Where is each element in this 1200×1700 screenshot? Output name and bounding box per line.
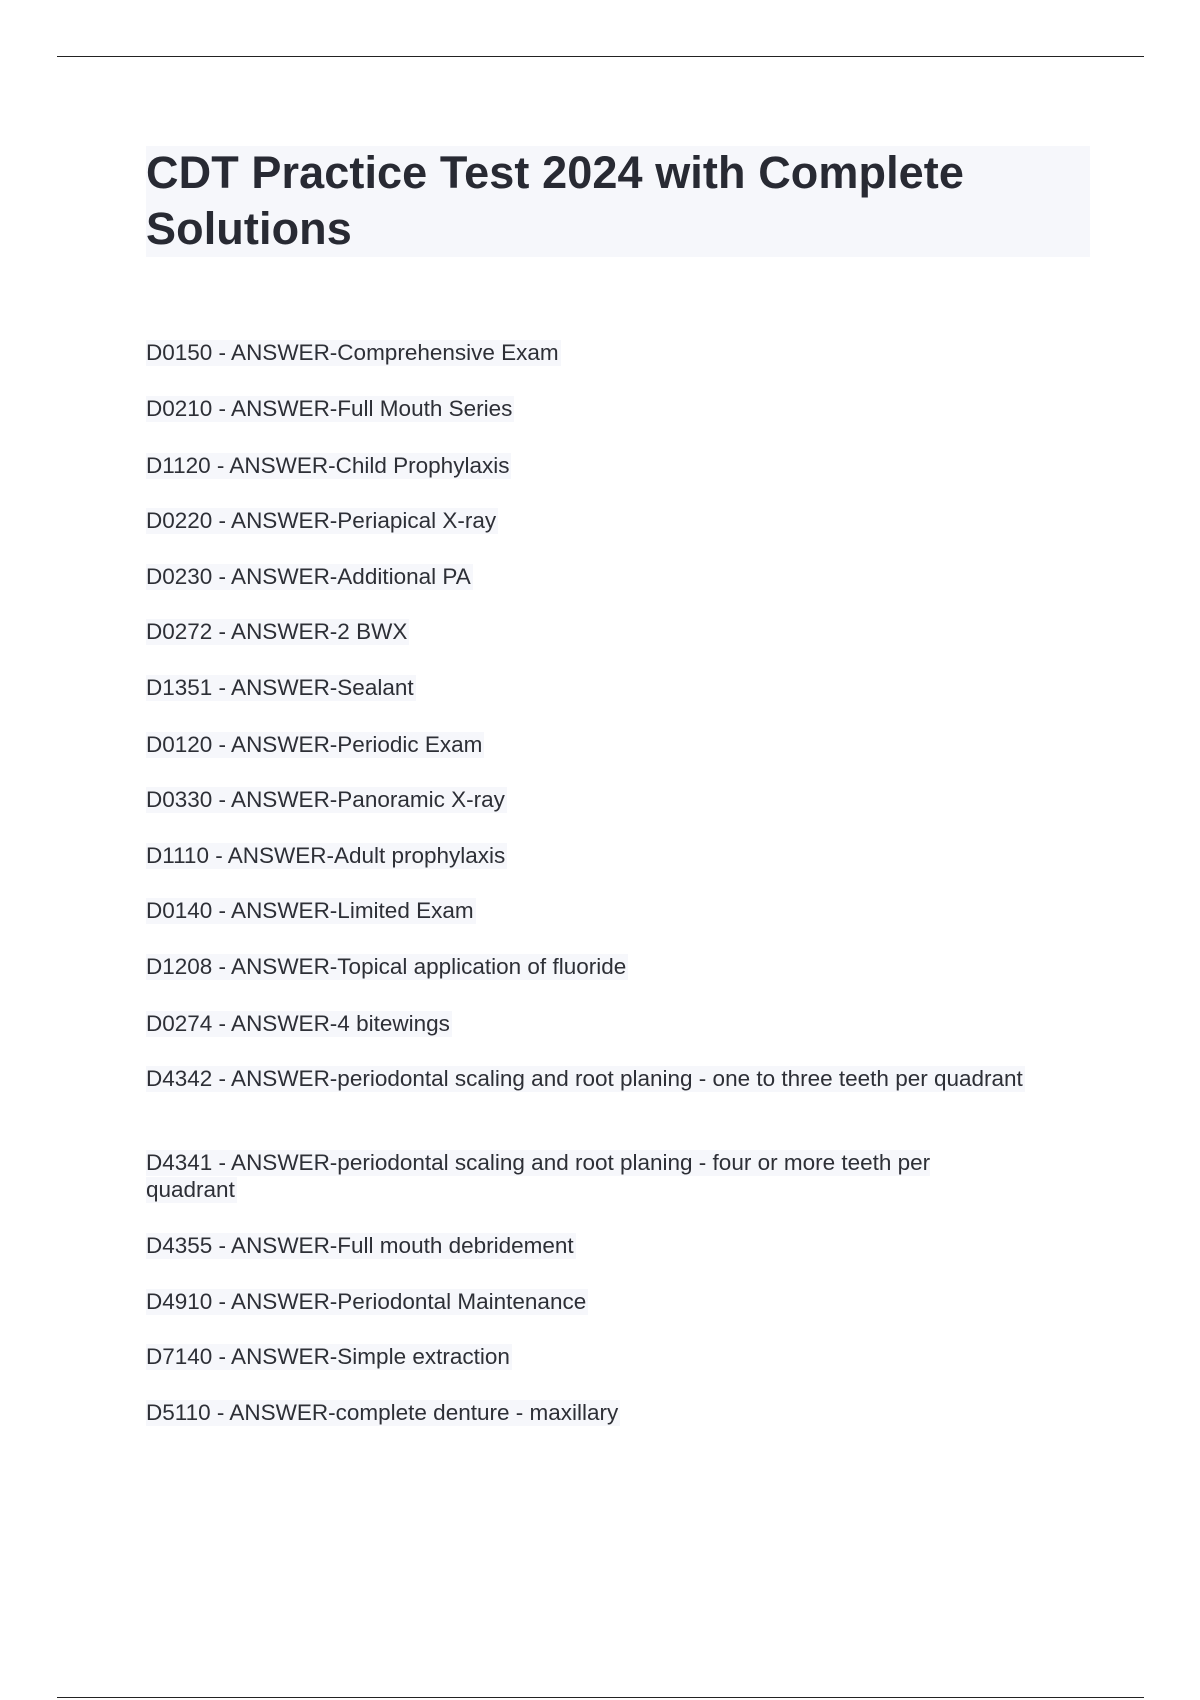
list-item-text: D4342 - ANSWER-periodontal scaling and root planing - one to three teeth per quadrant [146,1066,1023,1091]
list-item-text: D0230 - ANSWER-Additional PA [146,564,471,589]
list-item-text: D4355 - ANSWER-Full mouth debridement [146,1233,574,1258]
list-item-text: D0150 - ANSWER-Comprehensive Exam [146,340,559,365]
list-item-text: D4910 - ANSWER-Periodontal Maintenance [146,1289,587,1314]
list-item [146,1288,1026,1315]
list-item [146,395,1026,422]
list-item [146,1065,1026,1092]
list-item [146,1010,1026,1037]
list-item-text: D0210 - ANSWER-Full Mouth Series [146,396,513,421]
list-item-text: D1120 - ANSWER-Child Prophylaxis [146,453,510,478]
list-item [146,897,1026,924]
list-item-text: D0330 - ANSWER-Panoramic X-ray [146,787,505,812]
list-item [146,1149,1026,1203]
list-item [146,452,1026,479]
list-item [146,1399,1026,1426]
list-item-text: D1208 - ANSWER-Topical application of fluoride [146,954,627,979]
list-item [146,731,1026,758]
document-title: CDT Practice Test 2024 with Complete Solutions [146,147,965,254]
list-item [146,842,1026,869]
top-divider [57,56,1144,57]
list-item [146,339,1026,366]
list-item [146,618,1026,645]
list-item [146,507,1026,534]
list-item-text: D7140 - ANSWER-Simple extraction [146,1344,510,1369]
list-item [146,1232,1026,1259]
list-item [146,786,1026,813]
list-item [146,563,1026,590]
list-item-text: D1351 - ANSWER-Sealant [146,675,414,700]
list-item [146,1343,1026,1370]
list-item [146,674,1026,701]
list-item [146,953,1026,980]
list-item-text: D1110 - ANSWER-Adult prophylaxis [146,843,506,868]
list-item-text: D4341 - ANSWER-periodontal scaling and root planing - four or more teeth per quadrant [146,1150,931,1202]
list-item-text: D0220 - ANSWER-Periapical X-ray [146,508,497,533]
list-item-text: D0274 - ANSWER-4 bitewings [146,1011,450,1036]
list-item-text: D5110 - ANSWER-complete denture - maxillary [146,1400,619,1425]
list-item-text: D0120 - ANSWER-Periodic Exam [146,732,483,757]
list-item-text: D0140 - ANSWER-Limited Exam [146,898,474,923]
bottom-divider [57,1697,1144,1698]
list-item-text: D0272 - ANSWER-2 BWX [146,619,408,644]
